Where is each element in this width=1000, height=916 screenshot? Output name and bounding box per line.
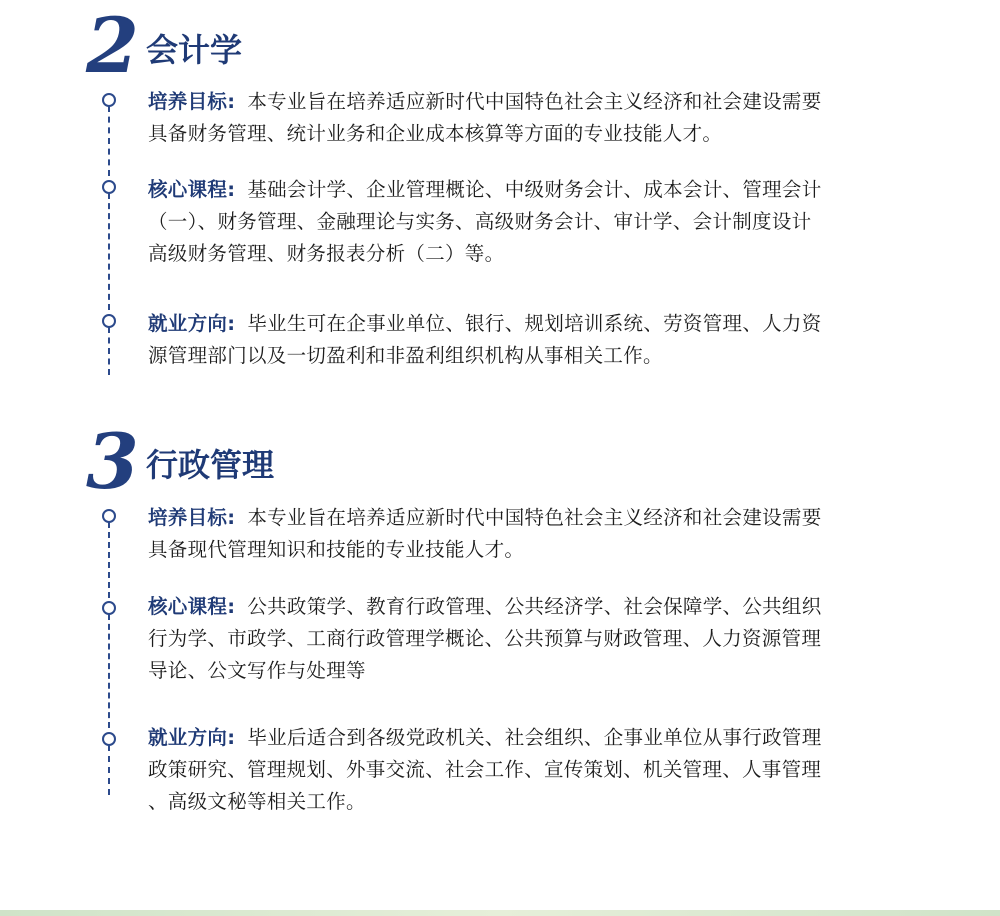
timeline-dash [108,106,110,176]
section-title: 会计学 [146,31,243,69]
timeline-dash [108,193,110,310]
item-text: 毕业后适合到各级党政机关、社会组织、企事业单位从事行政管理 [247,726,822,749]
timeline-dash [108,745,110,795]
timeline-node-icon [102,601,116,615]
item-text: 具备财务管理、统计业务和企业成本核算等方面的专业技能人才。 [148,122,723,145]
item-text: 基础会计学、企业管理概论、中级财务会计、成本会计、管理会计 [247,178,822,201]
item-text: 毕业生可在企事业单位、银行、规划培训系统、劳资管理、人力资 [247,312,822,335]
item-text: 行为学、市政学、工商行政管理学概论、公共预算与财政管理、人力资源管理 [148,627,822,650]
item-label: 核心课程: [148,595,236,618]
info-item-training-goal [148,86,918,150]
item-label: 培养目标: [148,506,236,529]
info-item-career [148,308,918,372]
timeline-dash [108,614,110,728]
info-item-core-courses [148,174,918,270]
timeline [100,90,118,375]
item-label: 培养目标: [148,90,236,113]
section-number: 2 [86,1,139,90]
item-text: （一）、财务管理、金融理论与实务、高级财务会计、审计学、会计制度设计 [148,210,812,233]
timeline-node-icon [102,509,116,523]
item-text: 源管理部门以及一切盈利和非盈利组织机构从事相关工作。 [148,344,663,367]
info-item-core-courses [148,591,918,687]
item-text: 、高级文秘等相关工作。 [148,790,366,813]
item-text: 公共政策学、教育行政管理、公共经济学、社会保障学、公共组织 [247,595,822,618]
item-text: 政策研究、管理规划、外事交流、社会工作、宣传策划、机关管理、人事管理 [148,758,822,781]
timeline-dash [108,522,110,598]
section-number: 3 [86,417,139,506]
item-label: 核心课程: [148,178,236,201]
item-text: 本专业旨在培养适应新时代中国特色社会主义经济和社会建设需要 [247,506,822,529]
item-text: 具备现代管理知识和技能的专业技能人才。 [148,538,525,561]
timeline-node-icon [102,180,116,194]
timeline-node-icon [102,93,116,107]
timeline [100,506,118,796]
item-text: 导论、公文写作与处理等 [148,659,366,682]
timeline-node-icon [102,732,116,746]
item-text: 高级财务管理、财务报表分析（二）等。 [148,242,505,265]
item-label: 就业方向: [148,312,236,335]
info-item-training-goal [148,502,918,566]
bottom-decorative-strip [0,910,1000,916]
item-text: 本专业旨在培养适应新时代中国特色社会主义经济和社会建设需要 [247,90,822,113]
timeline-node-icon [102,314,116,328]
section-title: 行政管理 [146,446,275,484]
item-label: 就业方向: [148,726,236,749]
timeline-dash [108,327,110,375]
info-item-career [148,722,918,818]
